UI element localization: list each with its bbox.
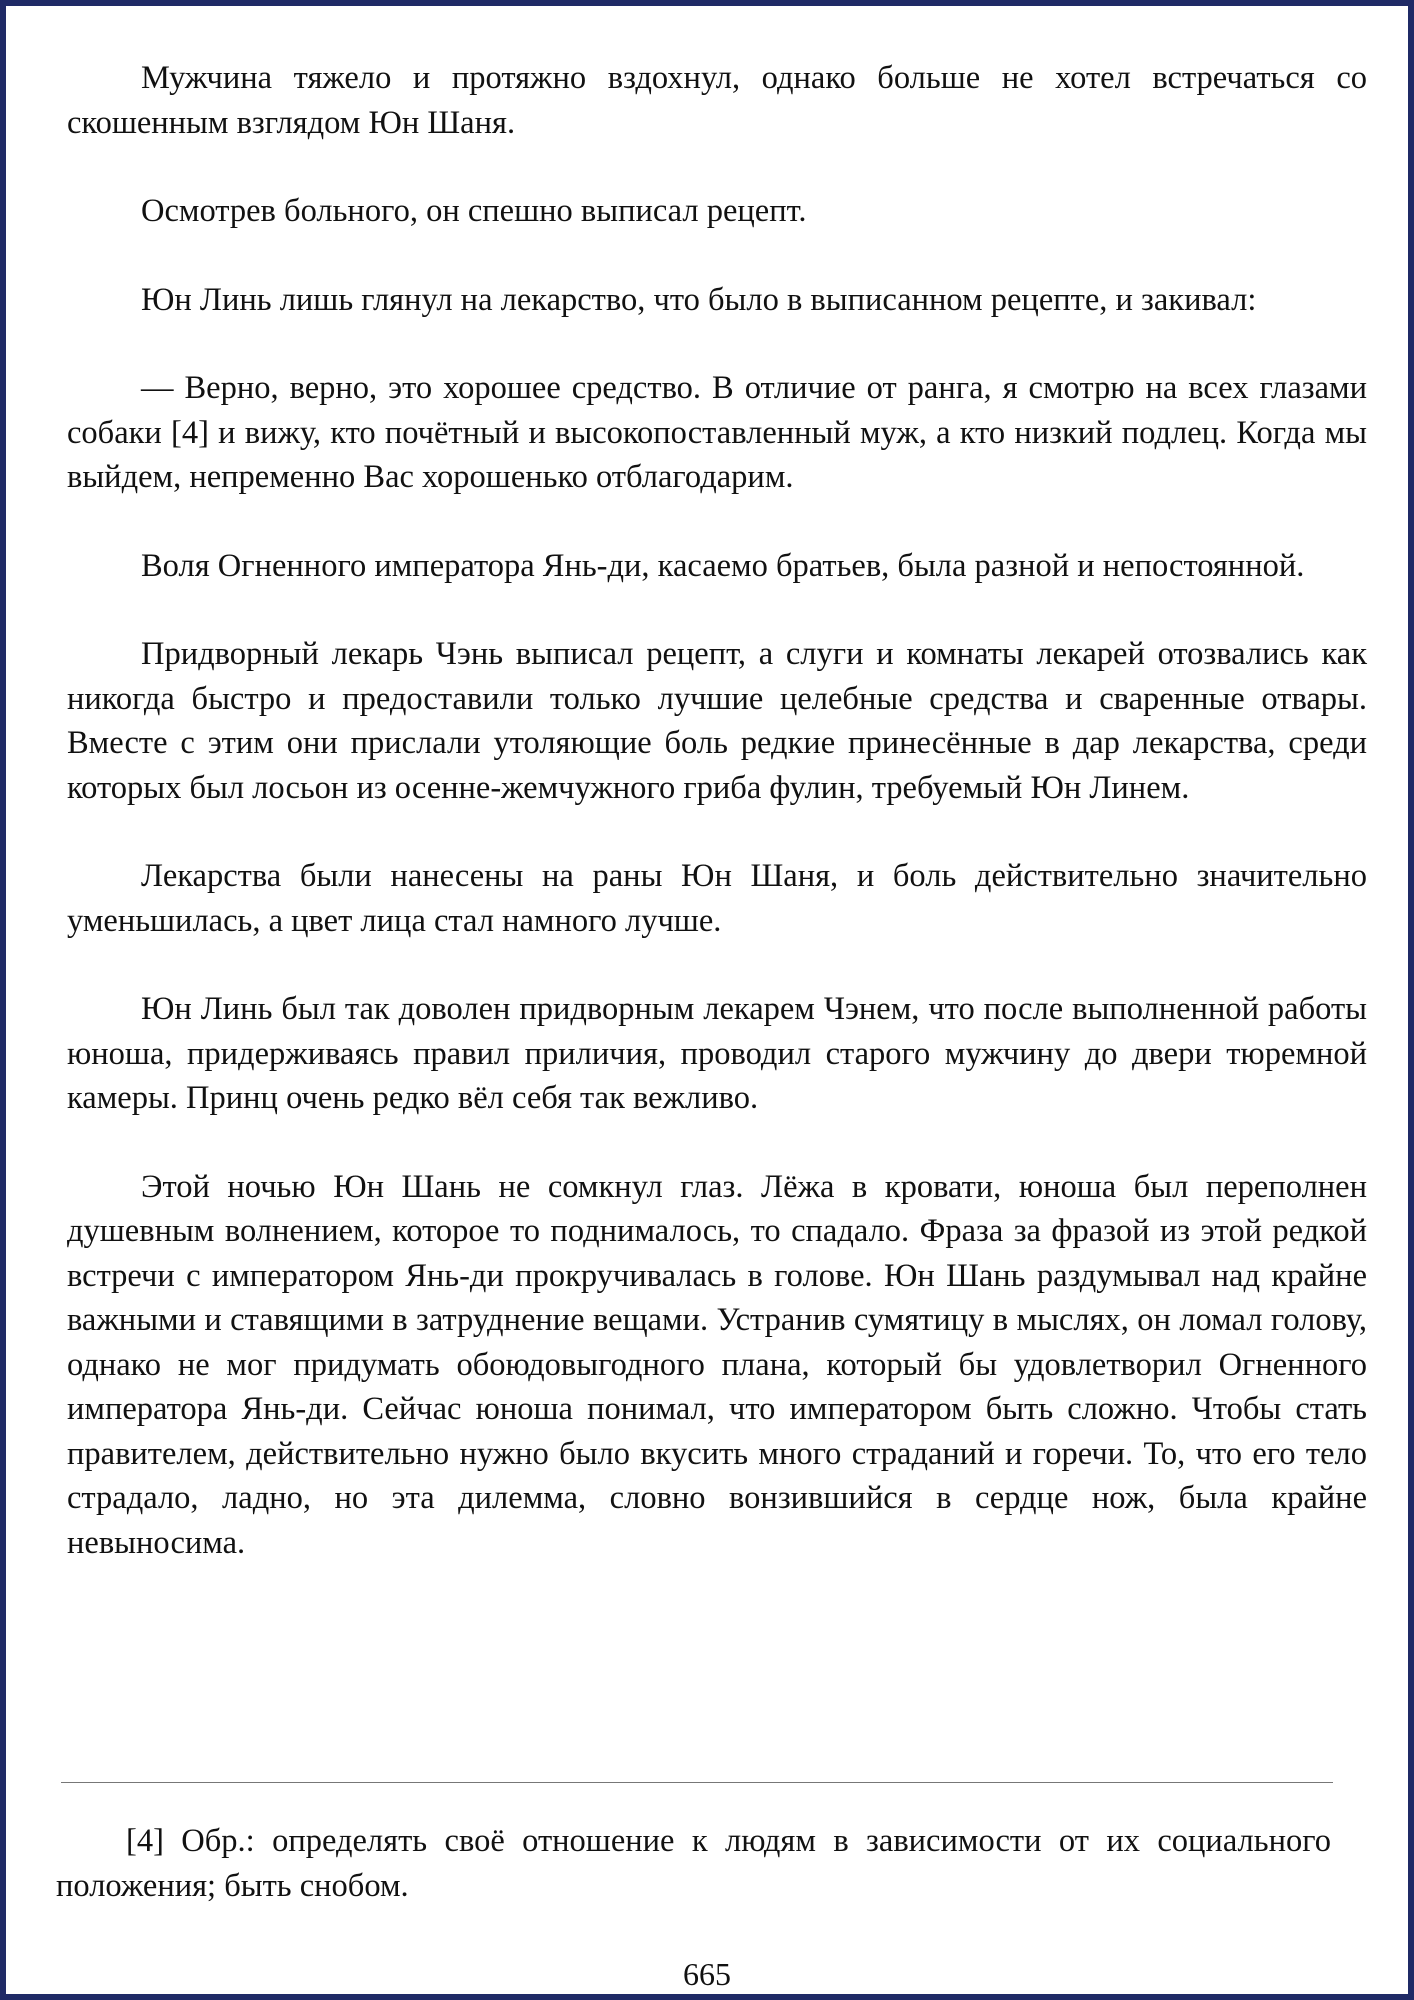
paragraph: Лекарства были нанесены на раны Юн Шаня, и боль действительно значительно уменьшилась, а цвет лица стал намного лучше. (67, 858, 1367, 939)
paragraph: Юн Линь лишь глянул на лекарство, что было в выписанном рецепте, и закивал: (141, 281, 1257, 318)
paragraph: — Верно, верно, это хорошее средство. В отличие от ранга, я смотрю на всех глазами собаки [4] и вижу, кто почётный и высокопоставленный муж, а кто низкий подлец. Когда мы выйдем, непременно Вас хорошенько отблагодарим. (67, 370, 1367, 495)
paragraph: Воля Огненного императора Янь-ди, касаемо братьев, была разной и непостоянной. (141, 547, 1305, 584)
paragraph: Придворный лекарь Чэнь выписал рецепт, а слуги и комнаты лекарей отозвались как никогда быстро и предоставили только лучшие целебные средства и сваренные отвары. Вместе с этим они прислали утоляющие боль редкие принесённые в дар лекарства, среди которых был лосьон из осенне-жемчужного гриба фулин, требуемый Юн Линем. (67, 636, 1367, 806)
paragraph: Юн Линь был так доволен придворным лекарем Чэнем, что после выполненной работы юноша, придерживаясь правил приличия, проводил старого мужчину до двери тюремной камеры. Принц очень редко вёл себя так вежливо. (67, 991, 1367, 1116)
footnote: [4] Обр.: определять своё отношение к людям в зависимости от их социального положения; быть снобом. (56, 1823, 1331, 1904)
main-text (67, 56, 1367, 1565)
footnote-divider (61, 1782, 1333, 1783)
paragraph: Мужчина тяжело и протяжно вздохнул, однако больше не хотел встречаться со скошенным взглядом Юн Шаня. (67, 60, 1367, 141)
page-number: 665 (683, 1956, 731, 1992)
paragraph: Этой ночью Юн Шань не сомкнул глаз. Лёжа в кровати, юноша был переполнен душевным волнением, которое то поднималось, то спадало. Фраза за фразой из этой редкой встречи с императором Янь-ди прокручивалась в голове. Юн Шань раздумывал над крайне важными и ставящими в затруднение вещами. Устранив сумятицу в мыслях, он ломал голову, однако не мог придумать обоюдовыгодного плана, который бы удовлетворил Огненного императора Янь-ди. Сейчас юноша понимал, что императором быть сложно. Чтобы стать правителем, действительно нужно было вкусить много страданий и горечи. То, что его тело страдало, ладно, но эта дилемма, словно вонзившийся в сердце нож, была крайне невыносима. (67, 1168, 1367, 1561)
paragraph: Осмотрев больного, он спешно выписал рецепт. (141, 193, 807, 229)
